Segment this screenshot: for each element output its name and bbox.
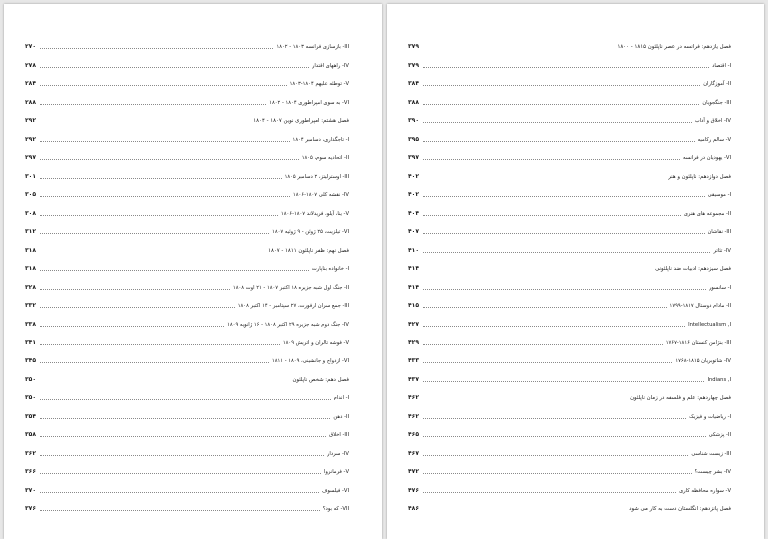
toc-entry xyxy=(25,70,349,88)
toc-entry xyxy=(408,347,731,365)
toc-entry xyxy=(25,181,349,199)
toc-list-left xyxy=(4,33,382,513)
dot-leader xyxy=(40,178,282,179)
toc-section-title: IV- نقشه کلی ۱۸۰۷-۱۸۰۶ xyxy=(292,192,349,199)
toc-chapter-title: فصل نهم: ظفر ناپلئون ۱۸۱۱ - ۱۸۰۷ xyxy=(268,247,349,254)
toc-section-title: II- ذهن xyxy=(333,413,349,420)
dot-leader xyxy=(423,104,699,105)
toc-section-title: IV- بشر چیست؟ xyxy=(694,469,731,476)
toc-page-number: ۳۳۸ xyxy=(25,320,36,328)
dot-leader xyxy=(423,215,681,216)
toc-entry xyxy=(408,476,731,494)
toc-chapter-entry xyxy=(25,365,349,383)
toc-section-title: III- اخلاق xyxy=(329,432,349,439)
toc-entry xyxy=(25,495,349,513)
toc-page-number: ۴۱۵ xyxy=(408,302,419,310)
toc-entry xyxy=(25,310,349,328)
dot-leader xyxy=(423,122,692,123)
toc-entry xyxy=(408,236,731,254)
toc-section-title: II- مجموعه های هنری xyxy=(683,210,731,217)
toc-entry xyxy=(408,107,731,125)
toc-entry xyxy=(25,402,349,420)
toc-section-title: V- ینا، آیلو، فریدلاند ۱۸۰۷-۱۸۰۶ xyxy=(280,210,349,217)
toc-entry xyxy=(408,181,731,199)
toc-section-title: I- خانواده بناپارت xyxy=(311,266,349,273)
toc-entry xyxy=(408,144,731,162)
dot-leader xyxy=(40,326,224,327)
toc-section-title: III- بنژامن کنستان ۱۸۱۶-۱۷۶۷ xyxy=(665,339,731,346)
dot-leader xyxy=(40,270,309,271)
toc-page-number: ۲۸۴ xyxy=(25,80,36,88)
dot-leader xyxy=(40,473,321,474)
toc-entry xyxy=(408,51,731,69)
dot-leader xyxy=(40,159,299,160)
toc-page-number: ۳۸۴ xyxy=(408,80,419,88)
toc-entry xyxy=(408,218,731,236)
dot-leader xyxy=(40,141,290,142)
dot-leader xyxy=(423,307,667,308)
dot-leader xyxy=(40,196,290,197)
toc-page-number: ۴۰۷ xyxy=(408,228,419,236)
toc-page-number: ۴۷۲ xyxy=(408,468,419,476)
toc-entry xyxy=(25,33,349,51)
toc-entry xyxy=(25,329,349,347)
toc-section-title: V- فوشه تالران و اتریش ۱۸۰۹ xyxy=(282,339,349,346)
dot-leader xyxy=(40,510,320,511)
dot-leader xyxy=(40,48,273,49)
toc-entry xyxy=(25,162,349,180)
toc-page-number: ۳۷۰ xyxy=(25,486,36,494)
dot-leader xyxy=(423,196,705,197)
toc-section-title: III- جمع سران ارفورت، ۲۷ سپتامبر - ۱۴ اکتبر ۱۸۰۸ xyxy=(237,303,349,310)
toc-page-number: ۲۹۲ xyxy=(25,117,36,125)
toc-section-title: VI- تیلزیت، ۲۵ ژوئن - ۹ ژوئیه ۱۸۰۷ xyxy=(272,229,349,236)
toc-section-title: VI- ازدواج و جانشینی، ۱۸۰۹ - ۱۸۱۱ xyxy=(271,358,349,365)
toc-section-title: III- نقاشان xyxy=(707,229,731,236)
toc-entry xyxy=(408,125,731,143)
toc-section-title: IV- سردار xyxy=(326,450,349,457)
toc-page-number: ۳۸۸ xyxy=(408,98,419,106)
toc-page-number: ۴۰۲ xyxy=(408,172,419,180)
toc-page-number: ۳۶۲ xyxy=(25,449,36,457)
toc-page-number: ۳۵۰ xyxy=(25,375,36,383)
toc-section-title: III- بازسازی فرانسه ۱۸۰۳ - ۱۸۰۲ xyxy=(276,44,349,51)
toc-page-number: ۳۳۲ xyxy=(25,302,36,310)
toc-entry xyxy=(408,458,731,476)
toc-section-title: II- آموزگاران xyxy=(703,81,731,88)
toc-section-title: IV- اخلاق و آداب xyxy=(694,118,731,125)
toc-page-number: ۴۳۳ xyxy=(408,357,419,365)
toc-entry xyxy=(25,125,349,143)
toc-page-number: ۳۰۵ xyxy=(25,191,36,199)
toc-chapter-title: فصل دوازدهم: ناپلئون و هنر xyxy=(668,173,731,180)
toc-chapter-title: فصل پانزدهم: انگلستان دست به کار می شود xyxy=(629,506,731,513)
toc-page-number: ۳۰۸ xyxy=(25,209,36,217)
toc-section-title: V- سالم رکامیه xyxy=(697,136,731,143)
toc-chapter-title: فصل چهاردهم: علم و فلسفه در زمان ناپلئون xyxy=(630,395,731,402)
dot-leader xyxy=(423,436,706,437)
toc-entry xyxy=(25,439,349,457)
toc-section-title: III- زیست شناسی xyxy=(691,450,731,457)
toc-chapter-entry xyxy=(25,107,349,125)
toc-section-title: I- موسیقی xyxy=(707,192,731,199)
toc-entry xyxy=(25,421,349,439)
dot-leader xyxy=(423,455,688,456)
toc-section-title: III- جنگجویان xyxy=(702,99,731,106)
dot-leader xyxy=(423,473,692,474)
toc-chapter-entry xyxy=(408,255,731,273)
dot-leader xyxy=(423,233,705,234)
toc-page-number: ۲۸۸ xyxy=(25,98,36,106)
toc-section-title: I- ریاضیات و فیزیک xyxy=(689,413,731,420)
toc-entry xyxy=(25,273,349,291)
toc-section-title: Indians ,I xyxy=(707,376,731,383)
toc-page-number: ۴۶۷ xyxy=(408,449,419,457)
toc-page-number: ۳۴۵ xyxy=(25,357,36,365)
dot-leader xyxy=(423,159,680,160)
toc-entry xyxy=(25,255,349,273)
left-page xyxy=(4,4,382,539)
dot-leader xyxy=(40,307,235,308)
toc-page-number: ۴۱۴ xyxy=(408,283,419,291)
toc-entry xyxy=(408,88,731,106)
toc-page-number: ۳۵۴ xyxy=(25,412,36,420)
toc-page-number: ۳۷۹ xyxy=(408,43,419,51)
toc-page-number: ۳۶۶ xyxy=(25,468,36,476)
toc-chapter-entry xyxy=(408,162,731,180)
toc-page-number: ۳۱۲ xyxy=(25,228,36,236)
toc-entry xyxy=(25,144,349,162)
dot-leader xyxy=(40,344,280,345)
toc-page-number: ۴۶۲ xyxy=(408,412,419,420)
toc-page-number: ۴۸۶ xyxy=(408,505,419,513)
toc-entry xyxy=(25,347,349,365)
toc-section-title: IV- شاتوبریان ۱۸۱۵-۱۷۶۸ xyxy=(675,358,731,365)
toc-entry xyxy=(408,329,731,347)
toc-entry xyxy=(25,458,349,476)
toc-page-number: ۴۲۷ xyxy=(408,320,419,328)
dot-leader xyxy=(423,289,706,290)
toc-section-title: IV- تئاتر xyxy=(713,247,731,254)
toc-page-number: ۳۵۸ xyxy=(25,431,36,439)
toc-entry xyxy=(25,292,349,310)
toc-section-title: VII- که بود؟ xyxy=(322,506,349,513)
dot-leader xyxy=(40,418,330,419)
toc-chapter-title: فصل دهم: شخص ناپلئون xyxy=(292,376,349,383)
toc-section-title: V- توطئه علیهم ۱۸۰۴-۱۸۰۳ xyxy=(289,81,349,88)
dot-leader xyxy=(423,492,676,493)
dot-leader xyxy=(40,104,266,105)
toc-chapter-entry xyxy=(408,384,731,402)
toc-section-title: VI- فیلسوف xyxy=(321,487,349,494)
toc-section-title: II- اتحادیه سوم، ۱۸۰۵ xyxy=(301,155,349,162)
toc-entry xyxy=(25,476,349,494)
right-page xyxy=(387,4,764,539)
dot-leader xyxy=(423,381,704,382)
toc-page-number: ۲۷۸ xyxy=(25,61,36,69)
toc-section-title: II- جنگ اول شبه جزیره ۱۸ اکتبر ۱۸۰۷ - ۲۱ اوت ۱۸۰۸ xyxy=(232,284,349,291)
toc-entry xyxy=(25,384,349,402)
dot-leader xyxy=(423,326,685,327)
toc-chapter-title: فصل سیزدهم: ادبیات ضد ناپلئونی xyxy=(655,266,731,273)
toc-page-number: ۴۱۰ xyxy=(408,246,419,254)
toc-page-number: ۳۱۸ xyxy=(25,265,36,273)
dot-leader xyxy=(423,362,672,363)
toc-page-number: ۲۹۷ xyxy=(25,154,36,162)
dot-leader xyxy=(40,399,331,400)
dot-leader xyxy=(40,436,326,437)
toc-section-title: II- پزشکی xyxy=(708,432,731,439)
dot-leader xyxy=(423,141,695,142)
toc-page-number: ۳۹۷ xyxy=(408,154,419,162)
toc-page-number: ۴۳۷ xyxy=(408,375,419,383)
toc-entry xyxy=(408,439,731,457)
toc-entry xyxy=(408,421,731,439)
toc-entry xyxy=(408,199,731,217)
toc-chapter-entry xyxy=(25,236,349,254)
toc-page-number: ۴۰۴ xyxy=(408,209,419,217)
toc-section-title: I- اقتصاد xyxy=(712,62,731,69)
toc-section-title: IV- راههای اقتدار xyxy=(311,62,349,69)
toc-page-number: ۲۷۰ xyxy=(25,43,36,51)
toc-page-number: ۳۷۶ xyxy=(25,505,36,513)
toc-page-number: ۴۶۲ xyxy=(408,394,419,402)
toc-entry xyxy=(25,88,349,106)
toc-list-right xyxy=(387,33,764,513)
dot-leader xyxy=(40,362,269,363)
dot-leader xyxy=(40,215,278,216)
toc-section-title: I- سانسور xyxy=(708,284,731,291)
toc-entry xyxy=(25,199,349,217)
toc-section-title: VI- به سوی امپراطوری ۱۸۰۴ - ۱۸۰۲ xyxy=(269,99,349,106)
toc-page-number: ۳۹۰ xyxy=(408,117,419,125)
toc-section-title: I- تاجگذاری، دسامبر ۱۸۰۴ xyxy=(292,136,349,143)
dot-leader xyxy=(40,492,319,493)
toc-page-number: ۴۶۵ xyxy=(408,431,419,439)
toc-entry xyxy=(408,310,731,328)
dot-leader xyxy=(40,67,309,68)
toc-page-number: ۴۱۴ xyxy=(408,265,419,273)
toc-section-title: II- مادام دوستال ۱۸۱۷-۱۷۹۹ xyxy=(669,303,731,310)
dot-leader xyxy=(40,85,287,86)
toc-section-title: V- سواره محافظه کاری xyxy=(679,487,731,494)
toc-page-number: ۳۱۸ xyxy=(25,246,36,254)
toc-chapter-title: فصل یازدهم: فرانسه در عصر ناپلئون ۱۸۱۵ - ۱۸۰۰ xyxy=(617,44,731,51)
toc-page-number: ۴۷۶ xyxy=(408,486,419,494)
toc-entry xyxy=(408,70,731,88)
toc-page-number: ۲۹۲ xyxy=(25,135,36,143)
toc-page-number: ۳۲۸ xyxy=(25,283,36,291)
dot-leader xyxy=(423,252,710,253)
toc-page-number: ۳۵۰ xyxy=(25,394,36,402)
toc-entry xyxy=(408,273,731,291)
dot-leader xyxy=(423,85,700,86)
toc-chapter-entry xyxy=(408,495,731,513)
toc-page-number: ۴۰۲ xyxy=(408,191,419,199)
dot-leader xyxy=(423,344,663,345)
dot-leader xyxy=(423,67,709,68)
toc-page-number: ۴۲۹ xyxy=(408,338,419,346)
dot-leader xyxy=(423,418,686,419)
toc-page-number: ۳۷۹ xyxy=(408,61,419,69)
toc-section-title: V- فرمانروا xyxy=(323,469,349,476)
toc-section-title: III- اوسترلیتز، ۲ دسامبر ۱۸۰۵ xyxy=(284,173,349,180)
toc-entry xyxy=(25,51,349,69)
toc-chapter-title: فصل هشتم: امپراطوری نوین ۱۸۰۷ - ۱۸۰۴ xyxy=(253,118,349,125)
toc-entry xyxy=(408,402,731,420)
dot-leader xyxy=(40,289,230,290)
dot-leader xyxy=(40,233,269,234)
toc-page-number: ۳۹۵ xyxy=(408,135,419,143)
toc-chapter-entry xyxy=(408,33,731,51)
toc-entry xyxy=(408,292,731,310)
toc-entry xyxy=(25,218,349,236)
toc-page-number: ۳۰۱ xyxy=(25,172,36,180)
toc-entry xyxy=(408,365,731,383)
toc-section-title: VI- یهودیان در فرانسه xyxy=(682,155,731,162)
toc-section-title: Intellectualism ,I xyxy=(688,321,731,328)
toc-section-title: I- اندام xyxy=(333,395,349,402)
toc-page-number: ۳۴۱ xyxy=(25,338,36,346)
toc-section-title: IV- جنگ دوم شبه جزیره ۲۹ اکتبر ۱۸۰۸ - ۱۶ ژانویه ۱۸۰۹ xyxy=(227,321,349,328)
dot-leader xyxy=(40,455,324,456)
